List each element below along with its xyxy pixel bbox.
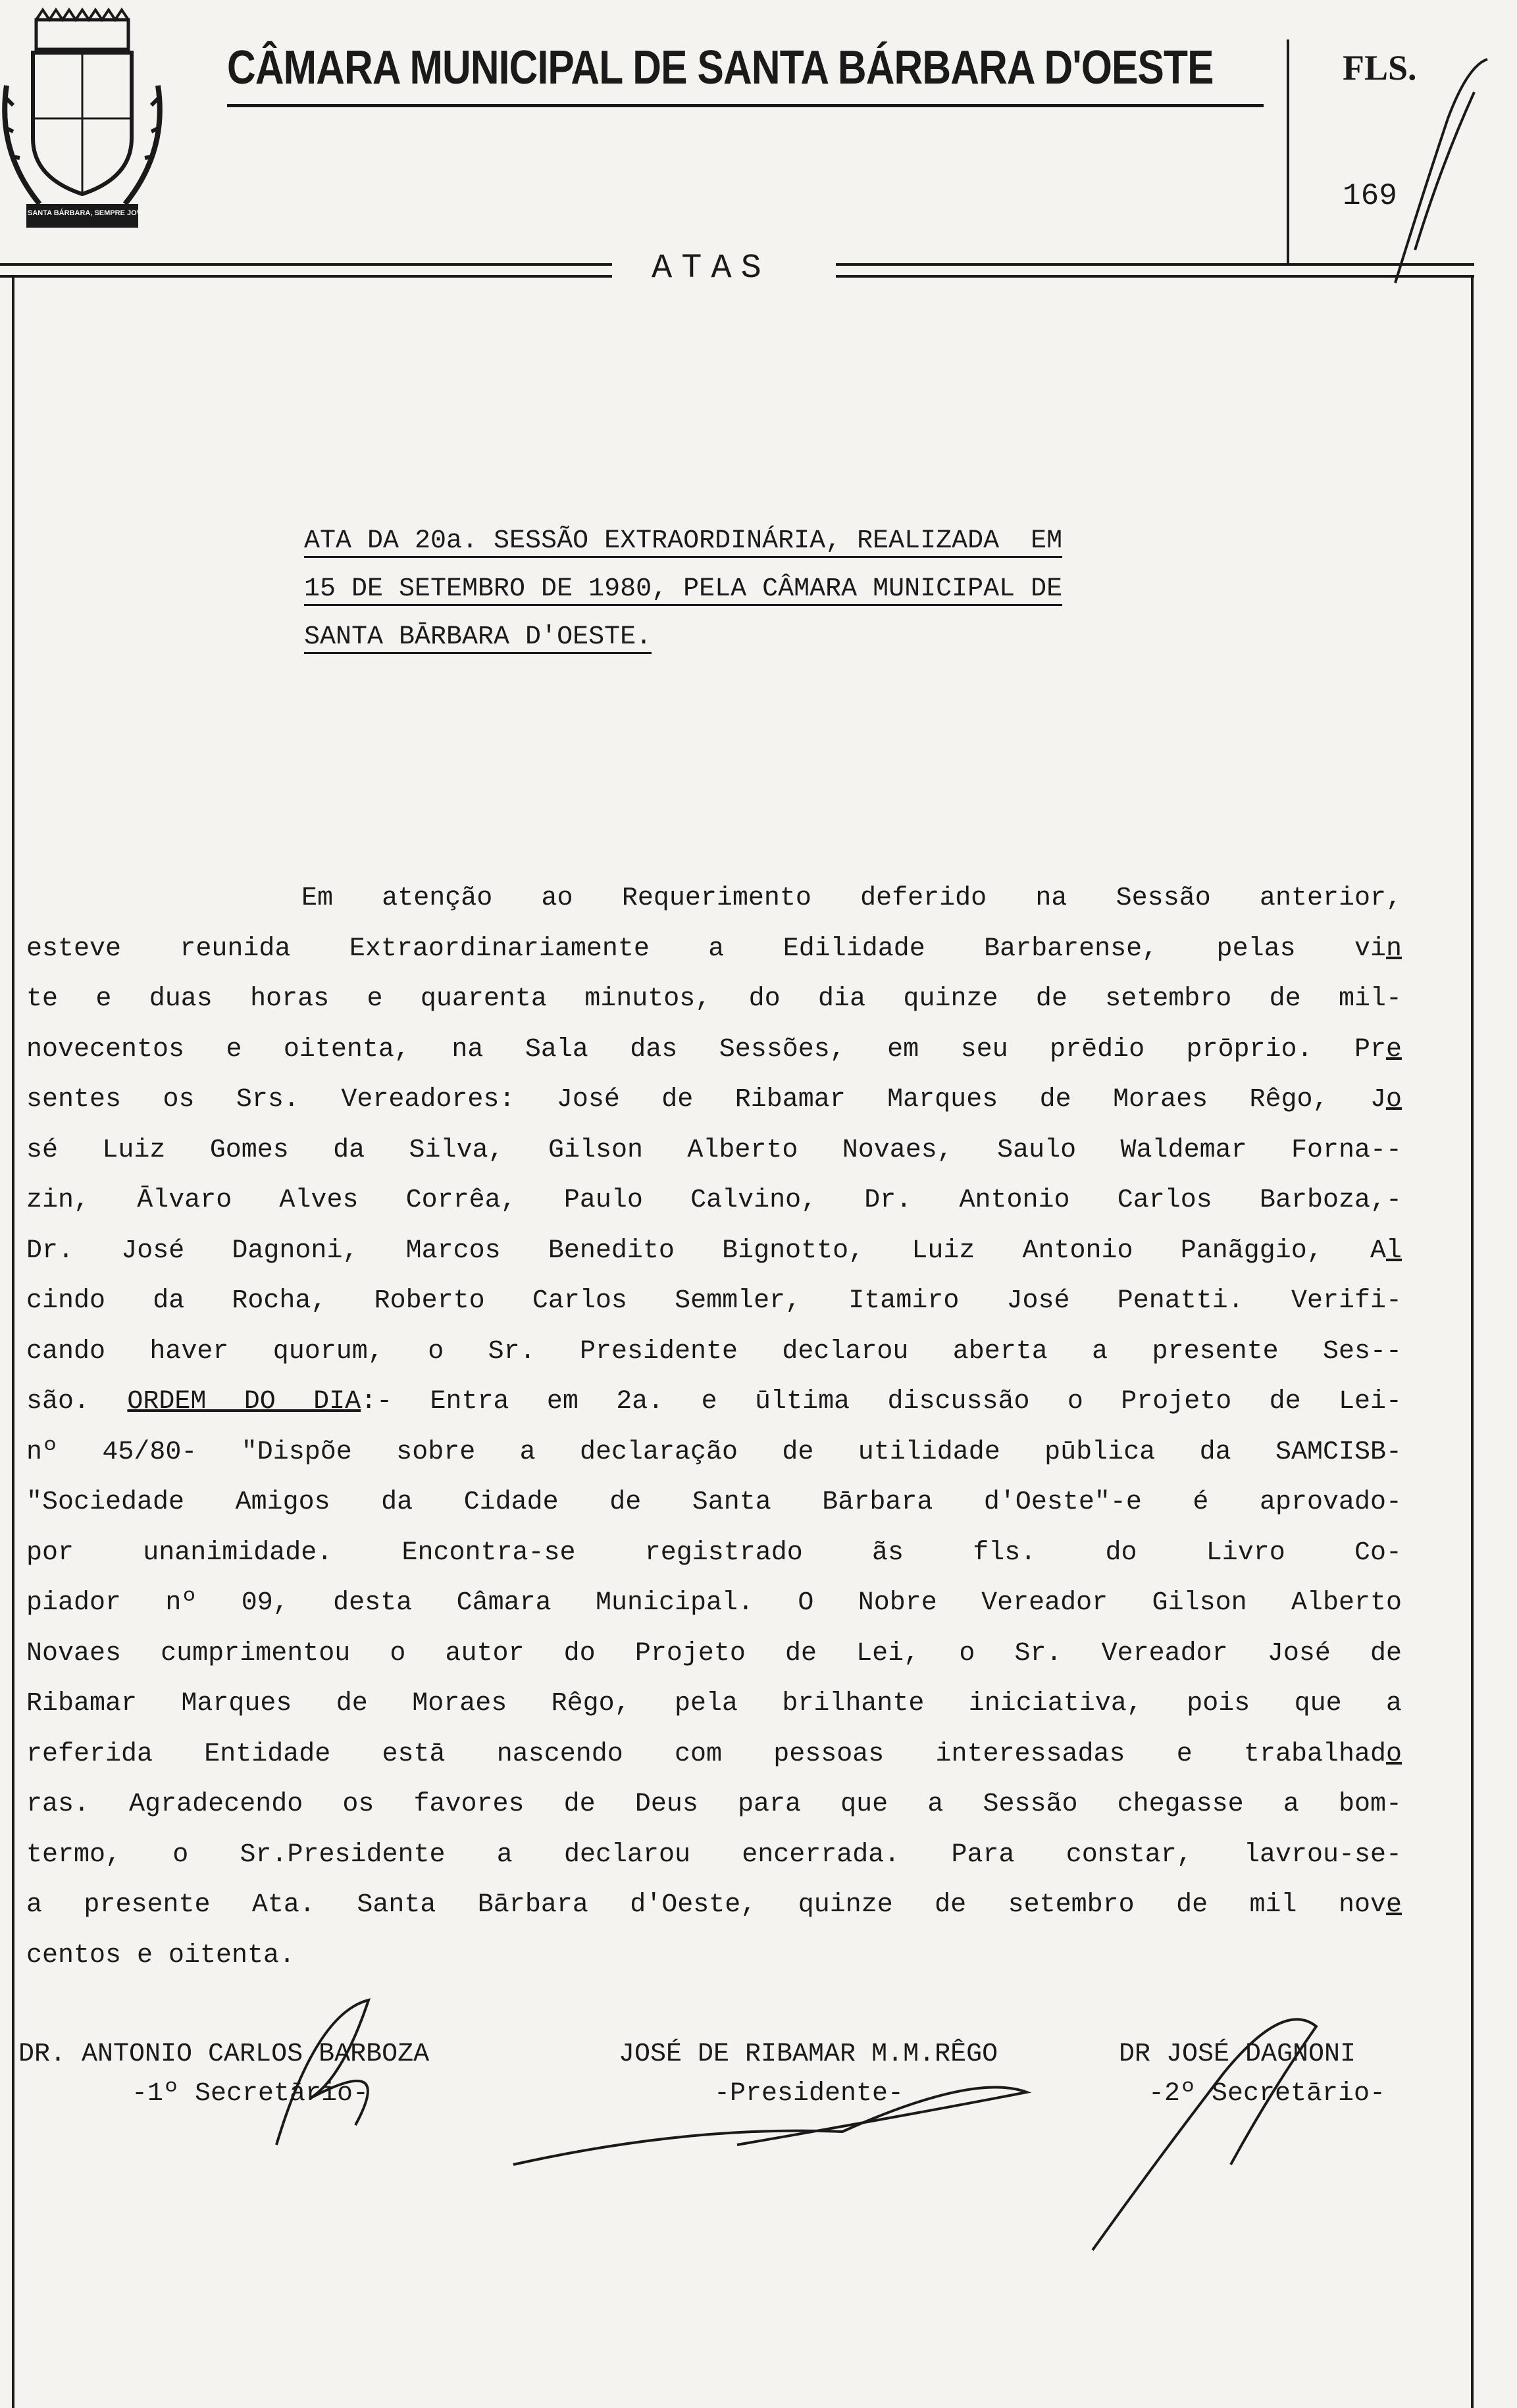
minutes-title-line-2: 15 DE SETEMBRO DE 1980, PELA CÂMARA MUNICIPAL DE xyxy=(304,572,1268,607)
title-rule xyxy=(227,104,1264,107)
body-line: esteve reunida Extraordinariamente a Edilidade Barbarense, pelas vin xyxy=(26,934,1402,964)
body-line: ras. Agradecendo os favores de Deus para que a Sessão chegasse a bom- xyxy=(26,1790,1402,1819)
body-line: Novaes cumprimentou o autor do Projeto de Lei, o Sr. Vereador José de xyxy=(26,1638,1402,1668)
section-rule-left xyxy=(0,263,612,266)
body-line: termo, o Sr.Presidente a declarou encerrada. Para constar, lavrou-se- xyxy=(26,1840,1402,1870)
body-line: cindo da Rocha, Roberto Carlos Semmler, Itamiro José Penatti. Verifi- xyxy=(26,1286,1402,1316)
body-line: Ribamar Marques de Moraes Rêgo, pela brilhante iniciativa, pois que a xyxy=(26,1689,1402,1718)
frame-border-left xyxy=(12,275,14,2408)
minutes-title-line-3: SANTA BĀRBARA D'OESTE. xyxy=(304,620,1268,655)
body-line: centos e oitenta. xyxy=(26,1940,296,1970)
municipal-crest-icon xyxy=(0,7,165,243)
signature-name-first-secretary: DR. ANTONIO CARLOS BARBOZA xyxy=(18,2040,430,2069)
body-line: sentes os Srs. Vereadores: José de Ribamar Marques de Moraes Rêgo, Jo xyxy=(26,1085,1402,1115)
body-line: Em atenção ao Requerimento deferido na Sessão anterior, xyxy=(301,884,1402,913)
agenda-heading: ORDEM DO DIA xyxy=(127,1387,361,1417)
body-line: nº 45/80- "Dispõe sobre a declaração de utilidade pūblica da SAMCISB- xyxy=(26,1437,1402,1467)
signature-name-president: JOSÉ DE RIBAMAR M.M.RÊGO xyxy=(619,2040,998,2069)
signature-name-second-secretary: DR JOSÉ DAGNONI xyxy=(1119,2040,1356,2069)
section-label: ATAS xyxy=(652,249,771,288)
crest-motto: SANTA BÁRBARA, SEMPRE JOVEM xyxy=(28,209,153,217)
signature-role-first-secretary: -1º Secretārio- xyxy=(132,2079,369,2109)
body-line: referida Entidade estā nascendo com pessoas interessadas e trabalhado xyxy=(26,1739,1402,1769)
body-line: zin, Ālvaro Alves Corrêa, Paulo Calvino, Dr. Antonio Carlos Barboza,- xyxy=(26,1186,1402,1215)
body-line: novecentos e oitenta, na Sala das Sessões, em seu prēdio prōprio. Pre xyxy=(26,1034,1402,1065)
margin-initials-icon xyxy=(1395,59,1487,283)
frame-border-right xyxy=(1471,275,1474,2408)
body-line: a presente Ata. Santa Bārbara d'Oeste, quinze de setembro de mil nove xyxy=(26,1890,1402,1920)
body-line: te e duas horas e quarenta minutos, do dia quinze de setembro de mil- xyxy=(26,984,1402,1014)
header-divider xyxy=(1287,39,1289,263)
section-rule-left-lower xyxy=(0,275,612,278)
minutes-body xyxy=(26,874,1402,1981)
body-line: cando haver quorum, o Sr. Presidente declarou aberta a presente Ses-- xyxy=(26,1336,1402,1367)
body-line: Dr. José Dagnoni, Marcos Benedito Bignotto, Luiz Antonio Panãggio, Al xyxy=(26,1236,1402,1266)
chamber-name: CÂMARA MUNICIPAL DE SANTA BÁRBARA D'OESTE xyxy=(227,41,1214,94)
body-line: por unanimidade. Encontra-se registrado ãs fls. do Livro Co- xyxy=(26,1538,1402,1568)
signature-scribble-first-secretary xyxy=(276,2000,369,2145)
body-line: piador nº 09, desta Câmara Municipal. O Nobre Vereador Gilson Alberto xyxy=(26,1588,1402,1618)
body-line: são. ORDEM DO DIA:- Entra em 2a. e ūltima discussão o Projeto de Lei- xyxy=(26,1387,1402,1417)
signature-role-president: -Presidente- xyxy=(714,2079,904,2109)
signature-role-second-secretary: -2º Secretārio- xyxy=(1148,2079,1386,2109)
fls-label: FLS. xyxy=(1343,48,1417,88)
section-rule-right-lower xyxy=(836,275,1474,278)
page-number: 169 xyxy=(1343,179,1397,213)
body-line: "Sociedade Amigos da Cidade de Santa Bārbara d'Oeste"-e é aprovado- xyxy=(26,1488,1402,1517)
body-line: sé Luiz Gomes da Silva, Gilson Alberto Novaes, Saulo Waldemar Forna-- xyxy=(26,1135,1402,1165)
minutes-title-line-1: ATA DA 20a. SESSÃO EXTRAORDINÁRIA, REALIZADA EM xyxy=(304,524,1268,559)
section-rule-right xyxy=(836,263,1474,266)
